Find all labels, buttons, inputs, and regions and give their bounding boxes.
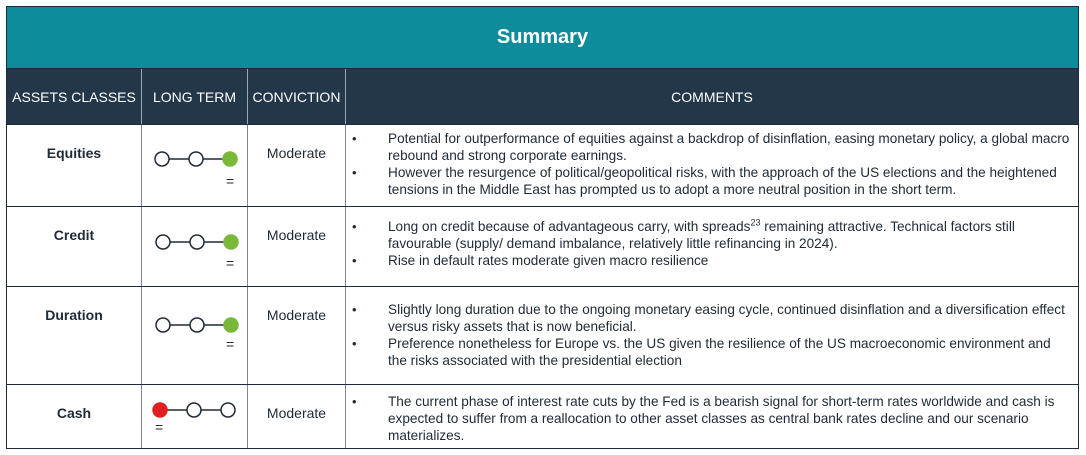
long-term-gauge-cell <box>142 385 248 448</box>
comments-cell <box>346 125 1078 206</box>
gauge-node <box>224 318 238 332</box>
long-term-gauge-cell <box>142 125 248 206</box>
gauge-node <box>190 318 204 332</box>
comments-cell <box>346 385 1078 448</box>
gauge-node <box>156 318 170 332</box>
change-indicator: = <box>226 173 235 189</box>
gauge-node <box>224 235 238 249</box>
conviction-value: Moderate <box>248 125 346 206</box>
conviction-value: Moderate <box>248 207 346 286</box>
change-indicator: = <box>226 336 235 352</box>
table-title: Summary <box>7 7 1078 69</box>
comment-bullet: • Rise in default rates moderate given macro resilience <box>346 252 1072 269</box>
change-indicator: = <box>155 419 164 435</box>
summary-table <box>6 6 1079 449</box>
table-row <box>7 384 1078 448</box>
gauge-node <box>155 152 169 166</box>
conviction-value: Moderate <box>248 385 346 448</box>
table-row <box>7 286 1078 384</box>
table-row <box>7 124 1078 206</box>
asset-name: Duration <box>7 287 142 384</box>
long-term-gauge-cell <box>142 287 248 384</box>
change-indicator: = <box>226 255 235 271</box>
gauge-node <box>156 235 170 249</box>
footnote-ref: 23 <box>750 217 761 228</box>
comment-bullet: • Preference nonetheless for Europe vs. the US given the resilience of the US macroeconomic environment and the risks associated with the presidential election <box>346 335 1072 369</box>
comment-bullet: • Long on credit because of advantageous carry, with spreads$^{23}$ remaining attractive. Technical factors still favourable (supply/ demand imbalance, relatively little refinancing in 2024). <box>346 218 1072 252</box>
gauge-node <box>190 235 204 249</box>
header-conviction: CONVICTION <box>248 69 346 124</box>
gauge-icon <box>142 385 248 445</box>
conviction-value: Moderate <box>248 287 346 384</box>
header-asset-classes: ASSETS CLASSES <box>7 69 142 124</box>
gauge-node <box>223 152 237 166</box>
gauge-node <box>189 152 203 166</box>
gauge-node <box>187 403 201 417</box>
table-header-row <box>7 69 1078 124</box>
gauge-node <box>153 403 167 417</box>
gauge-node <box>221 403 235 417</box>
header-long-term: LONG TERM <box>142 69 248 124</box>
comment-bullet: • Potential for outperformance of equities against a backdrop of disinflation, easing monetary policy, a global macro rebound and strong corporate earnings. <box>346 130 1072 164</box>
asset-name: Credit <box>7 207 142 286</box>
header-comments: COMMENTS <box>671 88 753 105</box>
asset-name: Cash <box>7 385 142 448</box>
comment-bullet: • Slightly long duration due to the ongoing monetary easing cycle, continued disinflation and a diversification effect versus risky assets that is now beneficial. <box>346 301 1072 335</box>
comments-cell <box>346 207 1078 286</box>
long-term-gauge-cell <box>142 207 248 286</box>
comment-bullet: • However the resurgence of political/geopolitical risks, with the approach of the US elections and the heightened tensions in the Middle East has prompted us to adopt a more neutral position in the short term. <box>346 164 1072 198</box>
comment-bullet: • The current phase of interest rate cuts by the Fed is a bearish signal for short-term rates worldwide and cash is expected to suffer from a reallocation to other asset classes as central bank rates decline and our scenario materializes. <box>346 393 1072 444</box>
table-row <box>7 206 1078 286</box>
comments-cell <box>346 287 1078 384</box>
asset-name: Equities <box>7 125 142 206</box>
